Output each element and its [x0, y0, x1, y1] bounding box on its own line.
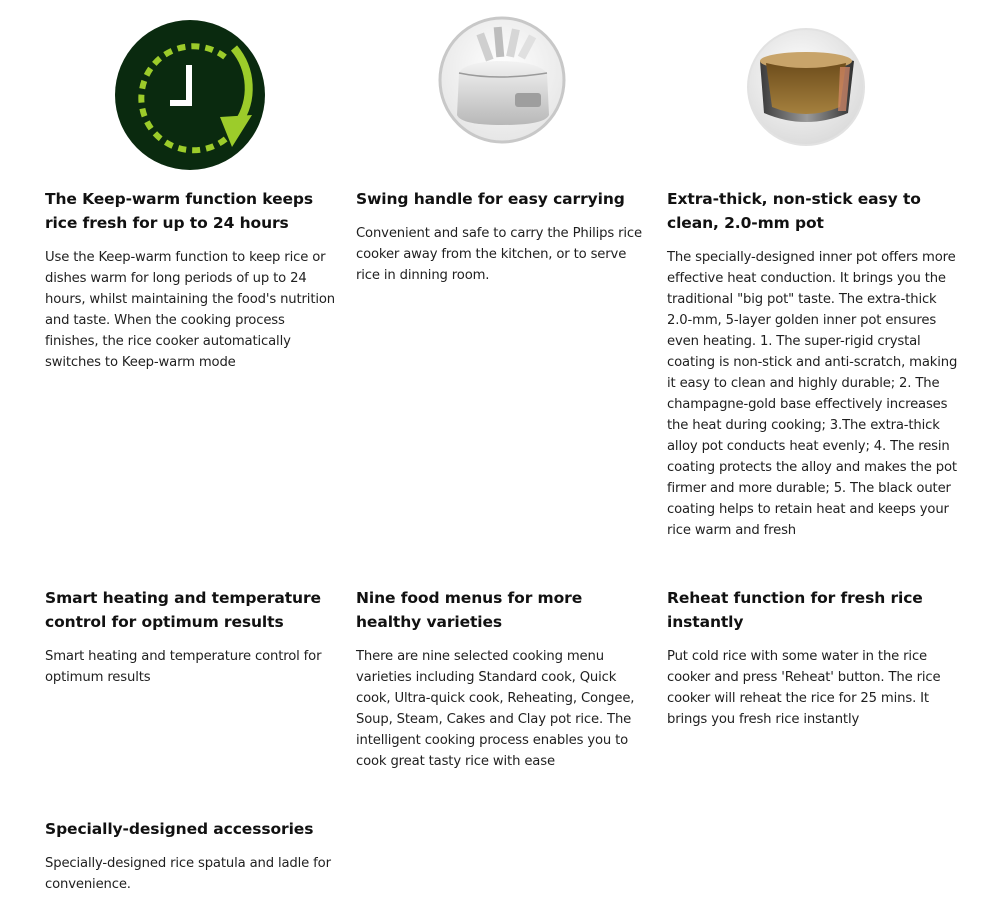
feature-title: Smart heating and temperature control for optimum results — [45, 589, 321, 631]
feature-keep-warm — [45, 187, 341, 373]
feature-description: Specially-designed rice spatula and ladle for convenience. — [45, 856, 331, 892]
feature-description: Use the Keep-warm function to keep rice or dishes warm for long periods of up to 24 hours, whilst maintaining the food's nutrition and taste. When the cooking process finishes, the rice cooker automatically switches to Keep-warm mode — [45, 250, 335, 370]
keep-warm-clock-icon — [110, 15, 270, 175]
feature-title: Nine food menus for more healthy varieties — [356, 589, 583, 631]
feature-title: Specially-designed accessories — [45, 820, 314, 838]
feature-smart-heating — [45, 586, 341, 688]
feature-title: Reheat function for fresh rice instantly — [667, 589, 923, 631]
feature-description: Smart heating and temperature control for optimum results — [45, 649, 322, 685]
non-stick-pot-icon — [746, 27, 906, 187]
feature-description: Put cold rice with some water in the rice cooker and press 'Reheat' button. The rice cooker will reheat the rice for 25 mins. It brings you fresh rice instantly — [667, 649, 941, 727]
swing-handle-rice-cooker-icon — [437, 15, 597, 175]
feature-title: The Keep-warm function keeps rice fresh for up to 24 hours — [45, 190, 314, 232]
feature-description: There are nine selected cooking menu varieties including Standard cook, Quick cook, Ultra-quick cook, Reheating, Congee, Soup, Steam, Cakes and Clay pot rice. The intelligent cooking process enables you to cook great tasty rice with ease — [356, 649, 635, 769]
feature-title: Swing handle for easy carrying — [356, 190, 625, 208]
feature-swing-handle — [356, 187, 652, 286]
feature-title: Extra-thick, non-stick easy to clean, 2.0-mm pot — [667, 190, 921, 232]
feature-accessories — [45, 817, 341, 895]
feature-nine-menus — [356, 586, 652, 772]
feature-description: The specially-designed inner pot offers more effective heat conduction. It brings you the traditional "big pot" taste. The extra-thick 2.0-mm, 5-layer golden inner pot ensures even heating. 1. The super-rigid crystal coating is non-stick and anti-scratch, making it easy to clean and highly durable; 2. The champagne-gold base effectively increases the heat during cooking; 3.The extra-thick alloy pot conducts heat evenly; 4. The resin coating protects the alloy and makes the pot firmer and more durable; 5. The black outer coating helps to retain heat and keeps your rice warm and fresh — [667, 250, 958, 538]
feature-description: Convenient and safe to carry the Philips rice cooker away from the kitchen, or to serve rice in dinning room. — [356, 226, 642, 283]
feature-reheat — [667, 586, 963, 730]
feature-non-stick-pot — [667, 187, 965, 541]
